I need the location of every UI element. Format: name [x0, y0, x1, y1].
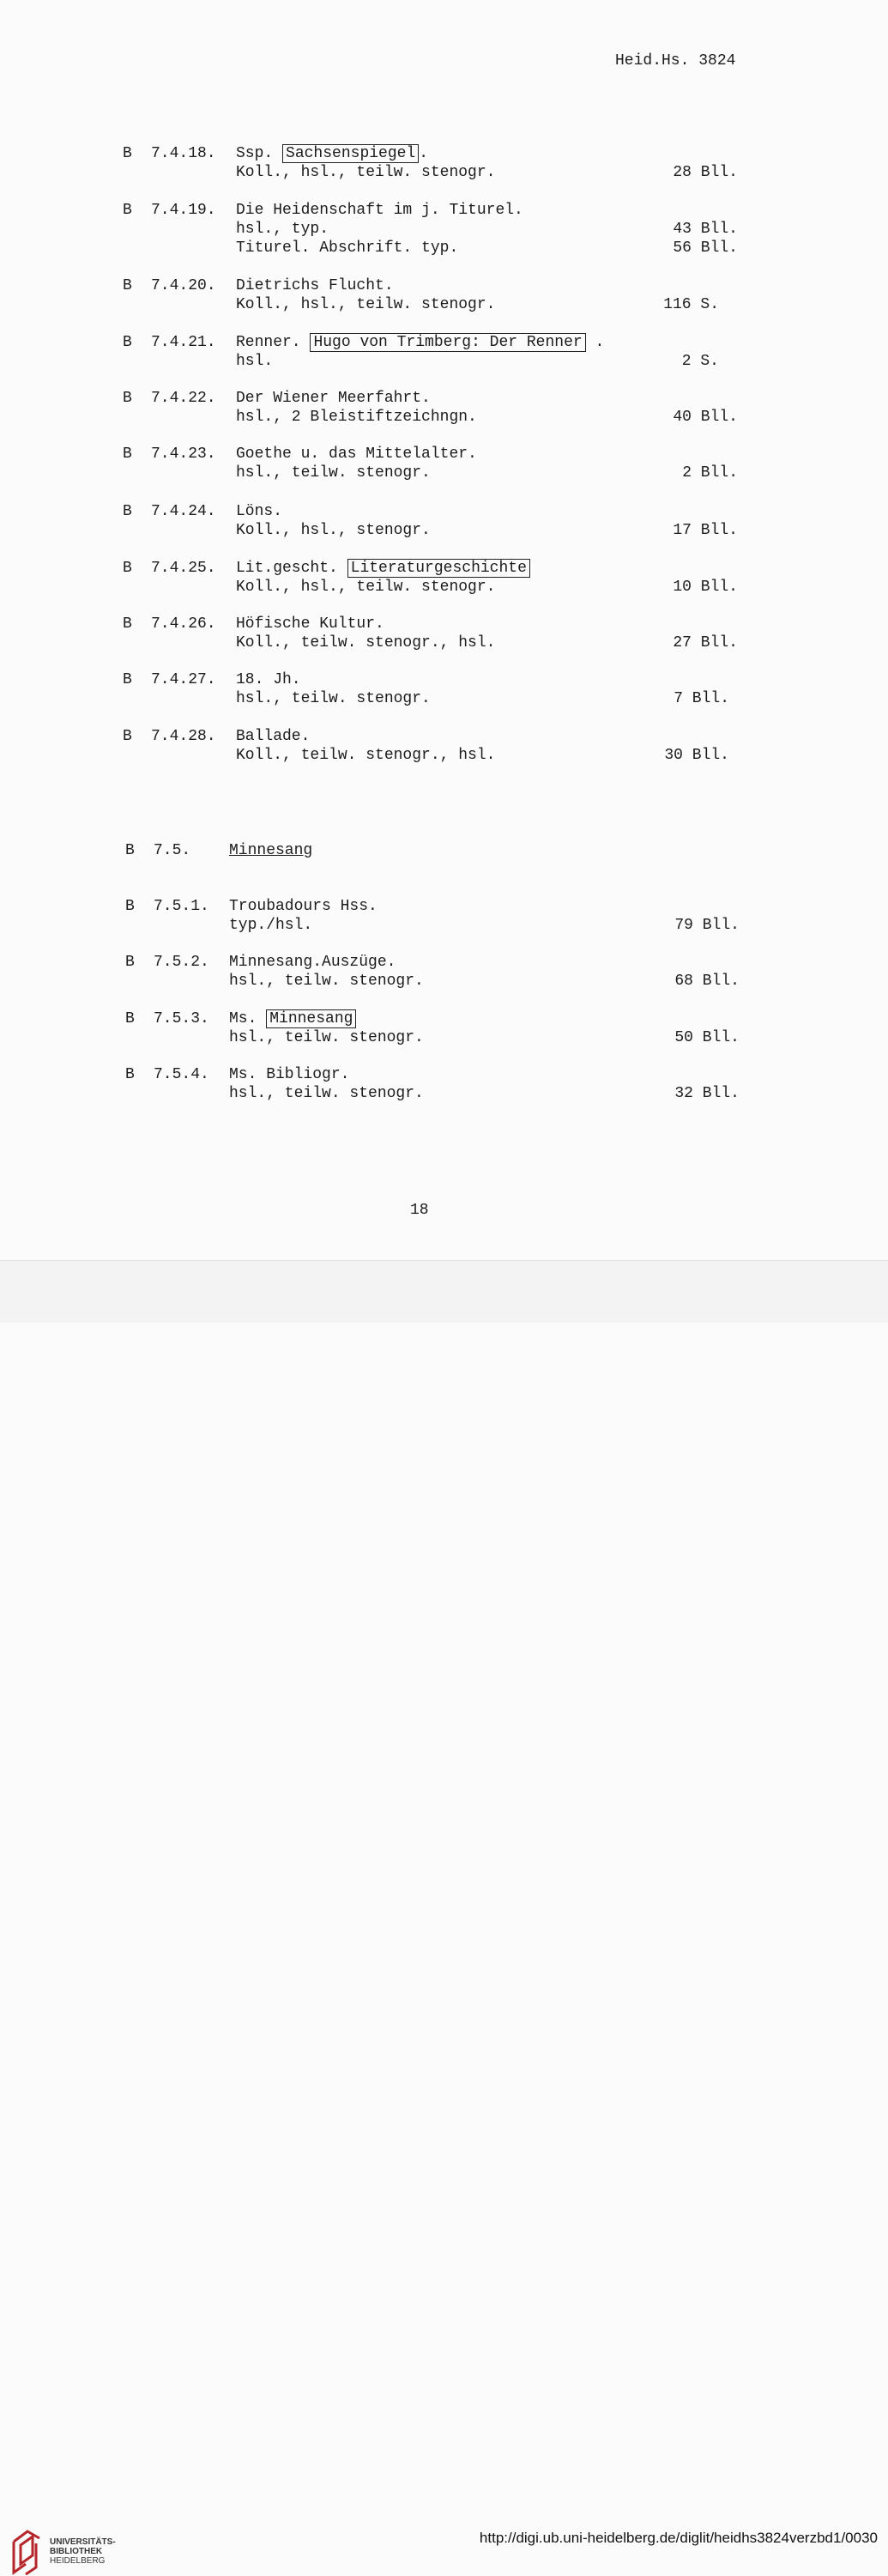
entry-description: typ./hsl.: [229, 917, 313, 934]
editor-bracket: Hugo von Trimberg: Der Renner: [310, 333, 585, 352]
entry-extent: 2 Bll.: [682, 464, 738, 482]
entry-title: Minnesang.Auszüge.: [229, 954, 396, 971]
entry-title: [236, 144, 428, 163]
entry-description: hsl., 2 Bleistiftzeichngn.: [236, 409, 477, 426]
entry-extent: 32 Bll.: [674, 1085, 740, 1102]
entry-title: 18. Jh.: [236, 671, 301, 688]
entry-extent: 2 S.: [681, 353, 719, 370]
section-number: 7.5.: [154, 842, 191, 859]
entry-number: 7.4.25.: [151, 560, 216, 577]
entry-description: hsl., teilw. stenogr.: [236, 464, 431, 482]
entry-code: B: [123, 445, 132, 463]
entry-code: B: [125, 1066, 135, 1083]
editor-bracket: Minnesang: [266, 1009, 356, 1028]
entry-number: 7.4.23.: [151, 445, 216, 463]
editor-bracket: Literaturgeschichte: [347, 559, 530, 578]
entry-code: B: [123, 334, 132, 351]
entry-number: 7.4.27.: [151, 671, 216, 688]
entry-code: B: [123, 145, 132, 162]
entry-description: hsl.: [236, 353, 274, 370]
entry-title: [236, 333, 604, 352]
entry-number: 7.5.1.: [154, 898, 209, 915]
entry-description: Koll., hsl., teilw. stenogr.: [236, 579, 496, 596]
entry-description: Koll., teilw. stenogr., hsl.: [236, 634, 496, 652]
entry-description-2: Titurel. Abschrift. typ.: [236, 239, 459, 257]
entry-description: hsl., typ.: [236, 221, 329, 238]
entry-extent: 27 Bll.: [673, 634, 738, 652]
entry-number: 7.5.2.: [154, 954, 209, 971]
entry-title-main: Lit.gescht.: [236, 560, 338, 577]
entry-title-main: Ssp.: [236, 145, 274, 162]
entry-description: Koll., hsl., teilw. stenogr.: [236, 164, 496, 181]
entry-code: B: [125, 1010, 135, 1027]
permalink-url[interactable]: http://digi.ub.uni-heidelberg.de/diglit/heidhs3824verzbd1/0030: [479, 2530, 878, 2546]
entry-extent: 68 Bll.: [674, 973, 740, 990]
entry-number: 7.4.19.: [151, 202, 216, 219]
entry-code: B: [123, 560, 132, 577]
entry-number: 7.4.28.: [151, 728, 216, 745]
entry-title-main: Renner.: [236, 334, 301, 351]
entry-code: B: [123, 202, 132, 219]
entry-title-main: Ms.: [229, 1010, 257, 1027]
entry-title: Dietrichs Flucht.: [236, 277, 394, 294]
entry-extent: 10 Bll.: [673, 579, 738, 596]
entry-title: Löns.: [236, 503, 283, 520]
document-page: [0, 0, 888, 1260]
entry-title-end: .: [419, 145, 429, 162]
entry-number: 7.5.3.: [154, 1010, 209, 1027]
entry-title: Die Heidenschaft im j. Titurel.: [236, 202, 523, 219]
entry-description: hsl., teilw. stenogr.: [229, 1029, 424, 1046]
entry-description: Koll., teilw. stenogr., hsl.: [236, 747, 496, 764]
entry-description: hsl., teilw. stenogr.: [229, 1085, 424, 1102]
entry-code: B: [123, 615, 132, 633]
entry-description: hsl., teilw. stenogr.: [236, 690, 431, 707]
entry-extent: 7 Bll.: [674, 690, 729, 707]
entry-code: B: [123, 728, 132, 745]
entry-extent-2: 56 Bll.: [673, 239, 738, 257]
section-code: B: [125, 842, 135, 859]
entry-number: 7.4.21.: [151, 334, 216, 351]
entry-title: Ms. Bibliogr.: [229, 1066, 350, 1083]
entry-code: B: [123, 503, 132, 520]
entry-extent: 79 Bll.: [674, 917, 740, 934]
entry-code: B: [123, 390, 132, 407]
library-name: [50, 2537, 116, 2566]
shelfmark: Heid.Hs. 3824: [615, 52, 736, 70]
library-name-line-1: UNIVERSITÄTS-: [50, 2537, 116, 2547]
entry-title: Der Wiener Meerfahrt.: [236, 390, 431, 407]
entry-title-end: .: [595, 334, 605, 351]
entry-title: [229, 1009, 356, 1028]
entry-extent: 50 Bll.: [674, 1029, 740, 1046]
entry-description: hsl., teilw. stenogr.: [229, 973, 424, 990]
entry-number: 7.4.18.: [151, 145, 216, 162]
entry-extent: 17 Bll.: [673, 522, 738, 539]
library-name-line-3: HEIDELBERG: [50, 2556, 106, 2566]
entry-description: Koll., hsl., teilw. stenogr.: [236, 296, 496, 313]
section-title: Minnesang: [229, 842, 313, 859]
viewer-footer: [0, 1260, 888, 2566]
entry-code: B: [123, 277, 132, 294]
entry-code: B: [125, 954, 135, 971]
page-number: 18: [410, 1202, 429, 1219]
entry-extent: 28 Bll.: [673, 164, 738, 181]
entry-title: [236, 559, 530, 578]
university-library-logo-icon[interactable]: [10, 2528, 45, 2576]
entry-title: Goethe u. das Mittelalter.: [236, 445, 477, 463]
entry-extent: 40 Bll.: [673, 409, 738, 426]
entry-extent: 30 Bll.: [664, 747, 729, 764]
entry-number: 7.4.20.: [151, 277, 216, 294]
entry-title: Ballade.: [236, 728, 311, 745]
entry-title: Troubadours Hss.: [229, 898, 378, 915]
editor-bracket: Sachsenspiegel: [282, 144, 419, 163]
entry-description: Koll., hsl., stenogr.: [236, 522, 431, 539]
entry-number: 7.5.4.: [154, 1066, 209, 1083]
entry-code: B: [125, 898, 135, 915]
entry-number: 7.4.26.: [151, 615, 216, 633]
entry-number: 7.4.24.: [151, 503, 216, 520]
entry-extent: 43 Bll.: [673, 221, 738, 238]
entry-extent: 116 S.: [663, 296, 719, 313]
entry-number: 7.4.22.: [151, 390, 216, 407]
library-name-line-2: BIBLIOTHEK: [50, 2547, 103, 2556]
entry-code: B: [123, 671, 132, 688]
entry-title: Höfische Kultur.: [236, 615, 384, 633]
